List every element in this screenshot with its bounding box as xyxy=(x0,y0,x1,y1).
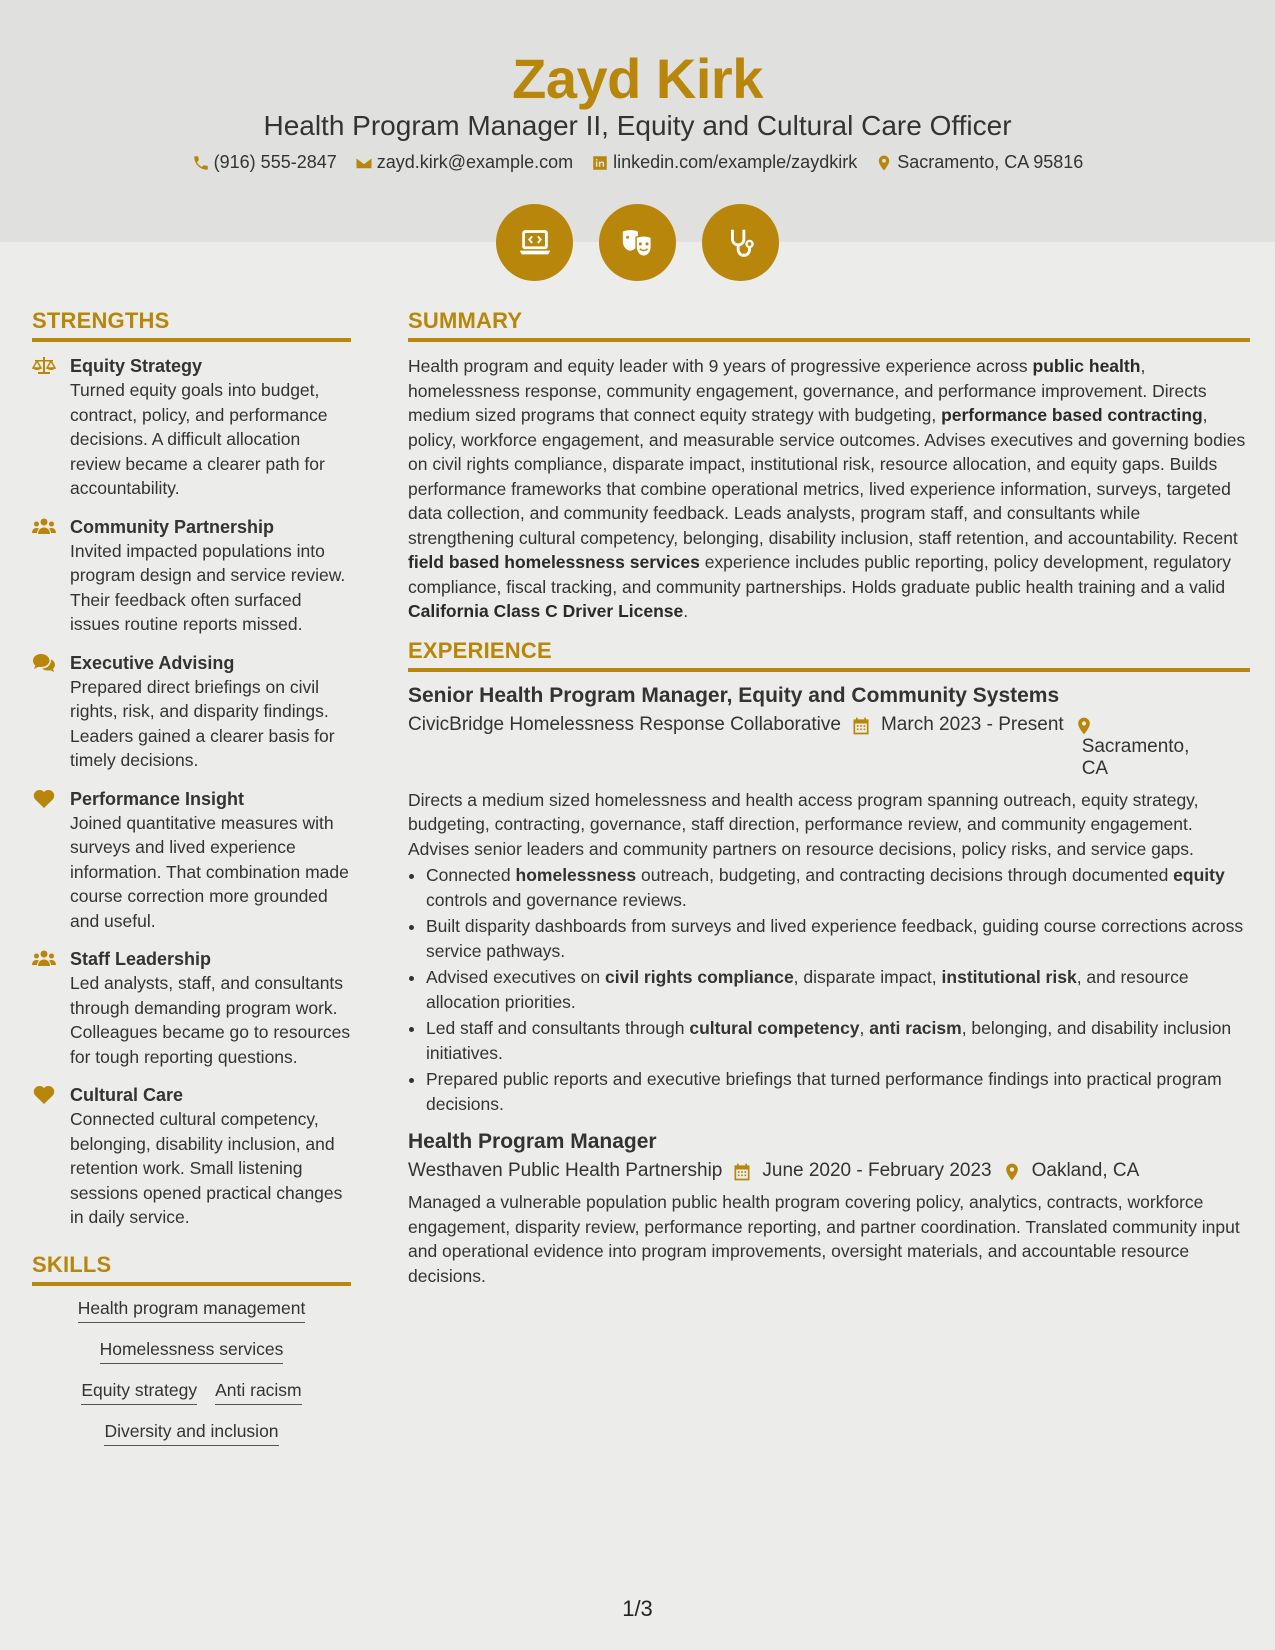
job-location: Oakland, CA xyxy=(1031,1160,1140,1181)
strength-title: Equity Strategy xyxy=(70,356,203,376)
skill-tag: Equity strategy xyxy=(81,1380,197,1405)
map-marker-icon xyxy=(875,154,893,172)
bullet-item: • Connected homelessness outreach, budgeting, and contracting decisions through documented equity controls and governance reviews. xyxy=(426,863,1250,912)
skills-heading: SKILLS xyxy=(32,1252,351,1286)
job-bullets xyxy=(408,863,1250,1116)
skill-tag: Anti racism xyxy=(215,1380,302,1405)
skill-tag: Health program management xyxy=(78,1298,306,1323)
heart-icon xyxy=(32,1085,56,1105)
users-icon xyxy=(32,949,56,969)
strength-item xyxy=(32,787,351,934)
email-text: zayd.kirk@example.com xyxy=(376,152,574,172)
right-column xyxy=(408,308,1250,1290)
contact-phone[interactable] xyxy=(192,152,337,173)
strength-desc: Connected cultural competency, belonging, disability inclusion, and retention work. Small listening sessions opened practical changes in daily service. xyxy=(70,1109,343,1227)
strength-item xyxy=(32,947,351,1069)
job-meta xyxy=(408,714,1250,780)
map-marker-icon xyxy=(1074,716,1094,736)
strength-desc: Invited impacted populations into program design and service review. Their feedback often surfaced issues routine reports missed. xyxy=(70,540,346,634)
linkedin-icon xyxy=(591,154,609,172)
strength-title: Cultural Care xyxy=(70,1085,184,1105)
theater-masks-icon xyxy=(619,224,657,262)
bullet-item: • Led staff and consultants through cultural competency, anti racism, belonging, and disability inclusion initiatives. xyxy=(426,1016,1250,1065)
job-dates: March 2023 - Present xyxy=(880,713,1064,735)
contact-email[interactable] xyxy=(355,152,573,173)
strength-desc: Joined quantitative measures with surveys and lived experience information. That combination made course correction more grounded and useful. xyxy=(70,812,349,931)
page-number: 1/3 xyxy=(622,1596,653,1621)
laptop-code-icon xyxy=(516,224,554,262)
badge-laptop xyxy=(496,204,573,281)
comments-icon xyxy=(32,653,56,673)
strength-title: Performance Insight xyxy=(70,788,245,809)
job-location: Sacramento, CA xyxy=(1081,735,1190,779)
location-text: Sacramento, CA 95816 xyxy=(897,152,1084,172)
left-column xyxy=(32,308,351,1462)
experience-heading: EXPERIENCE xyxy=(408,638,1250,672)
linkedin-text: linkedin.com/example/zaydkirk xyxy=(613,152,858,172)
bullet-item: • Prepared public reports and executive briefings that turned performance findings into practical program decisions. xyxy=(426,1067,1250,1116)
strength-item xyxy=(32,651,351,773)
candidate-name: Zayd Kirk xyxy=(512,47,763,110)
contact-linkedin[interactable] xyxy=(591,152,857,173)
bullet-item: • Built disparity dashboards from surveys and lived experience feedback, guiding course corrections across service pathways. xyxy=(426,914,1250,963)
badge-stethoscope xyxy=(702,204,779,281)
contact-location xyxy=(875,152,1083,173)
strength-desc: Turned equity goals into budget, contract, policy, and performance decisions. A difficult allocation review became a clearer path for accountability. xyxy=(70,380,328,498)
heart-icon xyxy=(32,789,56,809)
job-org: CivicBridge Homelessness Response Collaborative xyxy=(408,713,841,735)
job-dates: June 2020 - February 2023 xyxy=(762,1160,992,1181)
users-icon xyxy=(32,517,56,537)
strength-title: Staff Leadership xyxy=(70,949,212,969)
job-description: Directs a medium sized homelessness and health access program spanning outreach, equity strategy, budgeting, contracting, governance, staff direction, performance review, and community engagement. Advises senior leaders and community partners on resource decisions, policy risks, and service gaps. xyxy=(408,789,1199,859)
envelope-icon xyxy=(355,154,373,172)
contact-bar xyxy=(0,152,1275,173)
map-marker-icon xyxy=(1002,1162,1022,1182)
badge-row xyxy=(0,204,1275,281)
summary-text: Health program and equity leader with 9 years of progressive experience across public health, homelessness response, community engagement, governance, and performance improvement. Directs medium sized programs that connect equity strategy with budgeting, performance based contracting, policy, workforce engagement, and measurable service outcomes. Advises executives and governing bodies on civil rights compliance, disparate impact, institutional risk, resource allocation, and equity gaps. Builds performance frameworks that combine operational metrics, lived experience information, surveys, targeted data collection, and community feedback. Leads analysts, program staff, and consultants while strengthening cultural competency, belonging, disability inclusion, staff retention, and accountability. Recent field based homelessness services experience includes public reporting, policy development, regulatory compliance, fiscal tracking, and community partnerships. Holds graduate public health training and a valid California Class C Driver License. xyxy=(408,356,1246,621)
skill-tag: Homelessness services xyxy=(100,1339,284,1364)
strength-title: Executive Advising xyxy=(70,652,235,673)
job-entry xyxy=(408,1130,1250,1288)
strength-desc: Led analysts, staff, and consultants through demanding program work. Colleagues became go to resources for tough reporting questions. xyxy=(70,973,351,1067)
strength-item xyxy=(32,354,351,501)
badge-masks xyxy=(599,204,676,281)
job-entry xyxy=(408,684,1250,1117)
strength-title: Community Partnership xyxy=(70,516,275,537)
skills-list xyxy=(32,1298,351,1446)
job-org: Westhaven Public Health Partnership xyxy=(408,1160,723,1181)
job-meta xyxy=(408,1160,1250,1182)
scale-icon xyxy=(32,356,56,376)
strengths-heading: STRENGTHS xyxy=(32,308,351,342)
calendar-icon xyxy=(732,1162,752,1182)
summary-heading: SUMMARY xyxy=(408,308,1250,342)
phone-text: (916) 555-2847 xyxy=(213,152,337,172)
calendar-icon xyxy=(851,716,871,736)
job-title: Senior Health Program Manager, Equity and Community Systems xyxy=(408,683,1060,707)
strength-item xyxy=(32,1083,351,1230)
phone-icon xyxy=(192,154,210,172)
skill-tag: Diversity and inclusion xyxy=(104,1421,278,1446)
strength-desc: Prepared direct briefings on civil rights, risk, and disparity findings. Leaders gained a clearer basis for timely decisions. xyxy=(70,676,335,770)
strength-item xyxy=(32,515,351,637)
job-title: Health Program Manager xyxy=(408,1130,657,1153)
candidate-title: Health Program Manager II, Equity and Cultural Care Officer xyxy=(263,110,1012,141)
bullet-item: • Advised executives on civil rights compliance, disparate impact, institutional risk, and resource allocation priorities. xyxy=(426,965,1250,1014)
job-description: Managed a vulnerable population public health program covering policy, analytics, contracts, workforce engagement, disparity review, performance reporting, and partner coordination. Translated community input and operational evidence into program improvements, oversight materials, and accountable resource decisions. xyxy=(408,1192,1240,1286)
stethoscope-icon xyxy=(722,224,760,262)
